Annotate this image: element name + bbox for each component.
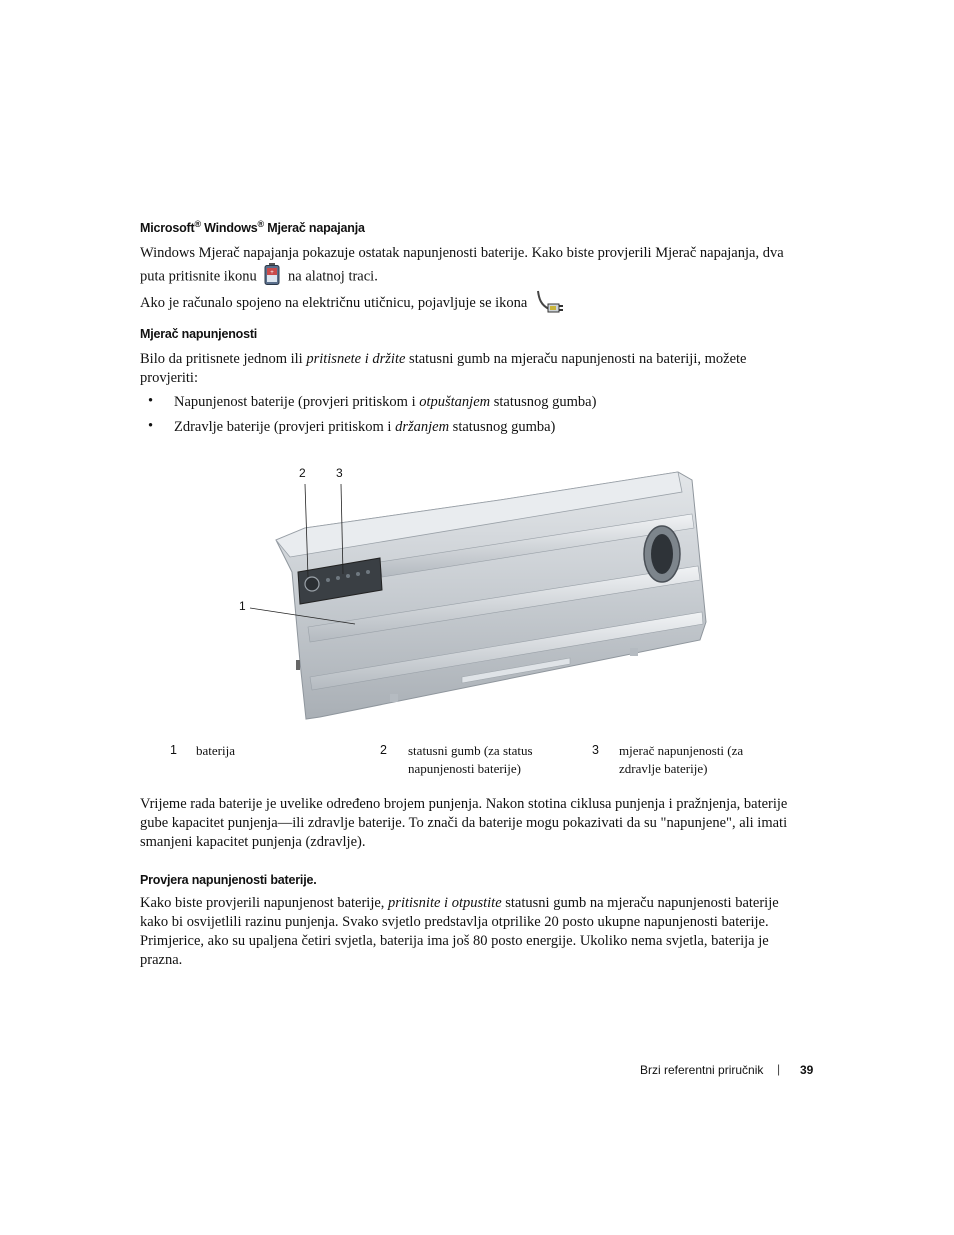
paragraph-power-meter: [140, 244, 830, 291]
caption-line: zdravlje baterije): [619, 761, 708, 776]
page-number: 39: [800, 1063, 814, 1077]
text: statusnog gumba): [490, 394, 597, 410]
svg-text:+: +: [270, 270, 275, 276]
registered-mark: ®: [194, 218, 201, 229]
text-line: Windows Mjerač napajanja pokazuje ostatak napunjenosti baterije. Kako biste provjerili Mjerač napajanja, dva: [140, 245, 784, 261]
text-line: Primjerice, ako su upaljena četiri svjetla, baterija ima još 80 posto energije. Ukoliko nema svjetla, baterija je: [140, 933, 769, 949]
callout-number-1: 1: [239, 599, 246, 613]
text: statusni gumb na mjeraču napunjenosti baterije: [501, 895, 779, 911]
caption-line: baterija: [196, 743, 235, 758]
bullet-marker: •: [148, 393, 154, 409]
ac-power-plug-icon: [535, 289, 565, 321]
gauge-light: [326, 578, 330, 582]
text-line: Vrijeme rada baterije je uvelike određeno brojem punjenja. Nakon stotina ciklusa punjenja i pražnjenja, baterije: [140, 796, 788, 812]
heading-text: Microsoft: [140, 221, 195, 235]
caption-number: 3: [592, 743, 599, 757]
text: Bilo da pritisnete jednom ili: [140, 351, 307, 367]
paragraph-charge-gauge: [140, 350, 830, 388]
text-line: kako bi osvijetlili razinu punjenja. Svako svjetlo predstavlja otprilike 20 posto ukupne napunjenosti baterije.: [140, 914, 769, 930]
text: Zdravlje baterije (provjeri pritiskom i: [174, 419, 396, 435]
heading-text: Windows: [200, 221, 258, 235]
registered-mark: ®: [257, 218, 264, 229]
section-heading-check-charge: Provjera napunjenosti baterije.: [140, 873, 317, 887]
footer-separator: |: [777, 1062, 781, 1076]
section-heading-charge-gauge: Mjerač napunjenosti: [140, 327, 258, 341]
text-line: gube kapacitet punjenja—ili zdravlje baterije. To znači da baterije mogu pokazivati da su "napunjene", ali imati: [140, 815, 788, 831]
battery-tab: [390, 694, 398, 702]
gauge-light: [366, 570, 370, 574]
text: statusnog gumba): [449, 419, 556, 435]
footer-title: Brzi referentni priručnik: [640, 1063, 764, 1077]
battery-tab: [630, 648, 638, 656]
gauge-light: [356, 572, 360, 576]
emphasis: držanjem: [395, 419, 450, 435]
battery-connector: [296, 660, 300, 670]
list-item: [174, 393, 596, 412]
battery-meter-icon: [264, 263, 280, 291]
paragraph-ac-power: [140, 289, 830, 321]
bullet-marker: •: [148, 418, 154, 434]
gauge-light: [336, 576, 340, 580]
text-line: prazna.: [140, 952, 183, 968]
caption-text: [408, 742, 533, 778]
text-line: [140, 350, 830, 369]
battery-latch-inner: [651, 534, 673, 574]
caption-text: [196, 742, 235, 760]
callout-number-2: 2: [299, 466, 306, 480]
emphasis: otpuštanjem: [419, 394, 491, 410]
battery-figure: [230, 462, 720, 727]
text: statusni gumb na mjeraču napunjenosti na bateriji, možete: [405, 351, 747, 367]
text-line: provjeriti:: [140, 370, 198, 386]
text: Ako je računalo spojeno na električnu utičnicu, pojavljuje se ikona: [140, 295, 528, 311]
text-line-with-icon: [140, 263, 830, 291]
caption-text: [619, 742, 743, 778]
emphasis: pritisnete i držite: [306, 351, 406, 367]
text-line: smanjeni kapacitet punjenja (zdravlje).: [140, 834, 366, 850]
section-heading-power-meter: [140, 218, 365, 235]
caption-line: mjerač napunjenosti (za: [619, 743, 744, 758]
caption-number: 2: [380, 743, 387, 757]
caption-line: napunjenosti baterije): [408, 761, 521, 776]
gauge-light: [346, 574, 350, 578]
battery-illustration: [230, 462, 720, 727]
paragraph-check-charge: [140, 894, 840, 970]
caption-number: 1: [170, 743, 177, 757]
text: Napunjenost baterije (provjeri pritiskom i: [174, 394, 420, 410]
text: Kako biste provjerili napunjenost baterije,: [140, 895, 389, 911]
text: puta pritisnite ikonu: [140, 268, 257, 285]
list-item: [174, 418, 555, 437]
paragraph-battery-health: [140, 795, 840, 852]
callout-number-3: 3: [336, 466, 343, 480]
caption-line: statusni gumb (za status: [408, 743, 533, 758]
text-line: [140, 894, 840, 913]
text: na alatnoj traci.: [288, 268, 378, 285]
status-button: [305, 577, 319, 591]
emphasis: pritisnite i otpustite: [388, 895, 502, 911]
heading-text: Mjerač napajanja: [263, 221, 365, 235]
